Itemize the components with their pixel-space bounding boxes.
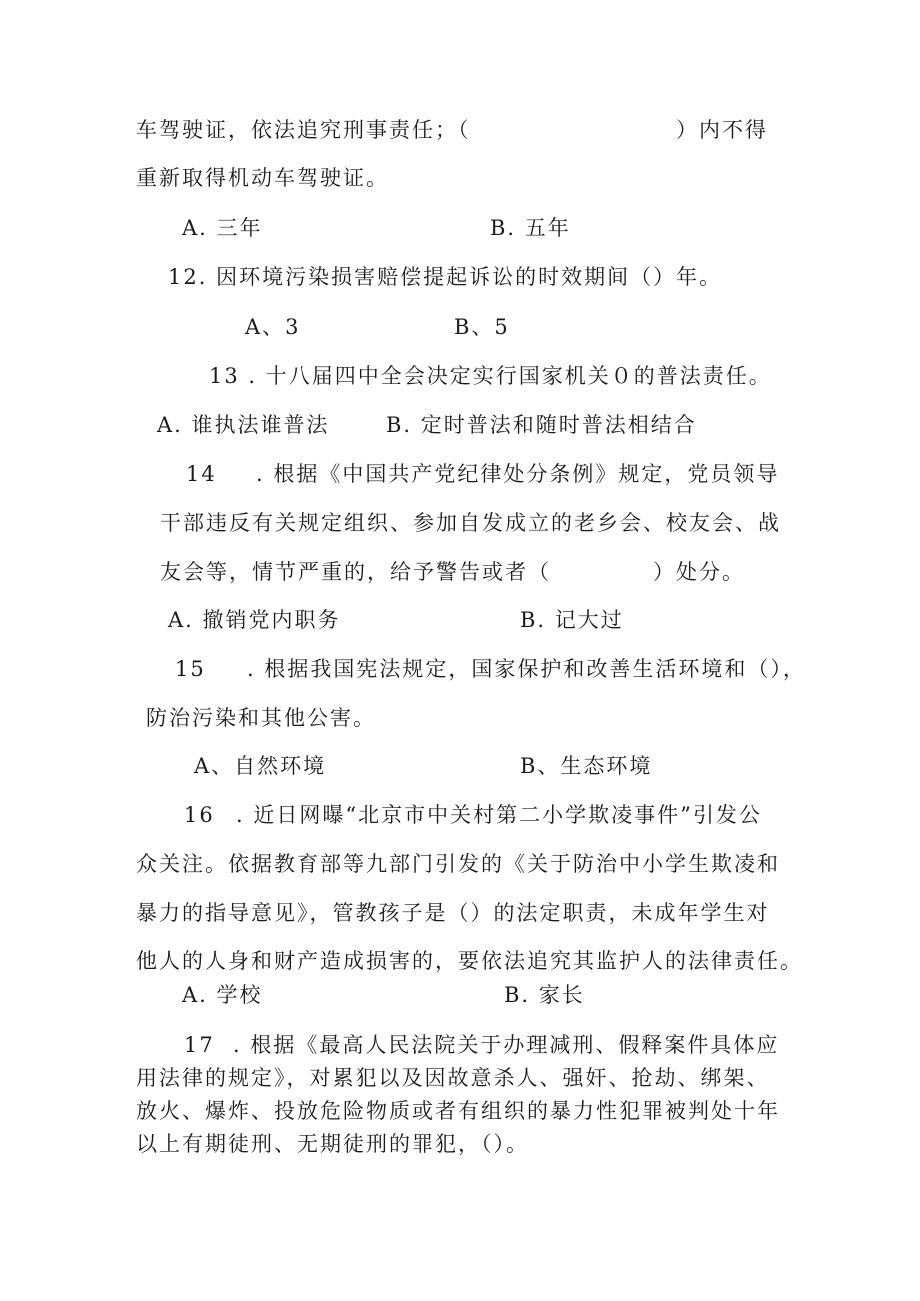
text-line: 暴力的指导意见》，管教孩子是（）的法定职责，未成年学生对 bbox=[136, 901, 770, 925]
question-13: 13 . 十八届四中全会决定实行国家机关０的普法责任。 bbox=[209, 364, 772, 388]
question-number: 14 bbox=[186, 462, 217, 486]
option-b: B. 五年 bbox=[490, 216, 571, 240]
text-line: 车驾驶证，依法追究刑事责任；（ bbox=[136, 118, 471, 142]
question-number: 15 bbox=[175, 657, 206, 681]
option-b: B. 定时普法和随时普法相结合 bbox=[386, 413, 697, 437]
text-line: ）处分。 bbox=[653, 560, 745, 584]
question-14: . 根据《中国共产党纪律处分条例》规定，党员领导 bbox=[256, 462, 780, 486]
option-b: B. 记大过 bbox=[520, 608, 624, 632]
question-16: . 近日网曝“北京市中关村第二小学欺凌事件”引发公 bbox=[236, 803, 762, 827]
question-17: . 根据《最高人民法院关于办理减刑、假释案件具体应 bbox=[233, 1033, 780, 1057]
text-line: 用法律的规定》，对累犯以及因故意杀人、强奸、抢劫、绑架、 bbox=[136, 1066, 770, 1090]
text-line: 众关注。依据教育部等九部门引发的《关于防治中小学生欺凌和 bbox=[136, 852, 780, 876]
option-b: B、生态环境 bbox=[520, 754, 653, 778]
option-a: A. 三年 bbox=[182, 216, 263, 240]
option-a: A、3 bbox=[245, 315, 301, 339]
option-a: A. 学校 bbox=[182, 983, 263, 1007]
question-12: 12. 因环境污染损害赔偿提起诉讼的时效期间（）年。 bbox=[168, 265, 723, 289]
text-line: 以上有期徒刑、无期徒刑的罪犯，（）。 bbox=[136, 1132, 529, 1156]
text-line: 友会等，情节严重的，给予警告或者（ bbox=[160, 560, 551, 584]
text-line: 重新取得机动车驾驶证。 bbox=[136, 166, 389, 190]
text-line: 防治污染和其他公害。 bbox=[146, 706, 376, 730]
question-15: . 根据我国宪法规定，国家保护和改善生活环境和（）， bbox=[247, 657, 806, 681]
question-number: 16 bbox=[184, 803, 215, 827]
text-line: 放火、爆炸、投放危险物质或者有组织的暴力性犯罪被判处十年 bbox=[136, 1099, 780, 1123]
option-b: B. 家长 bbox=[504, 983, 585, 1007]
text-line: 干部违反有关规定组织、参加自发成立的老乡会、校友会、战 bbox=[160, 511, 781, 535]
option-a: A. 谁执法谁普法 bbox=[157, 413, 330, 437]
text-line: 他人的人身和财产造成损害的，要依法追究其监护人的法律责任。 bbox=[136, 949, 803, 973]
text-line: ）内不得 bbox=[676, 118, 768, 142]
option-a: A. 撤销党内职务 bbox=[168, 608, 341, 632]
option-a: A、自然环境 bbox=[194, 754, 327, 778]
option-b: B、5 bbox=[454, 315, 510, 339]
question-number: 17 bbox=[184, 1033, 215, 1057]
